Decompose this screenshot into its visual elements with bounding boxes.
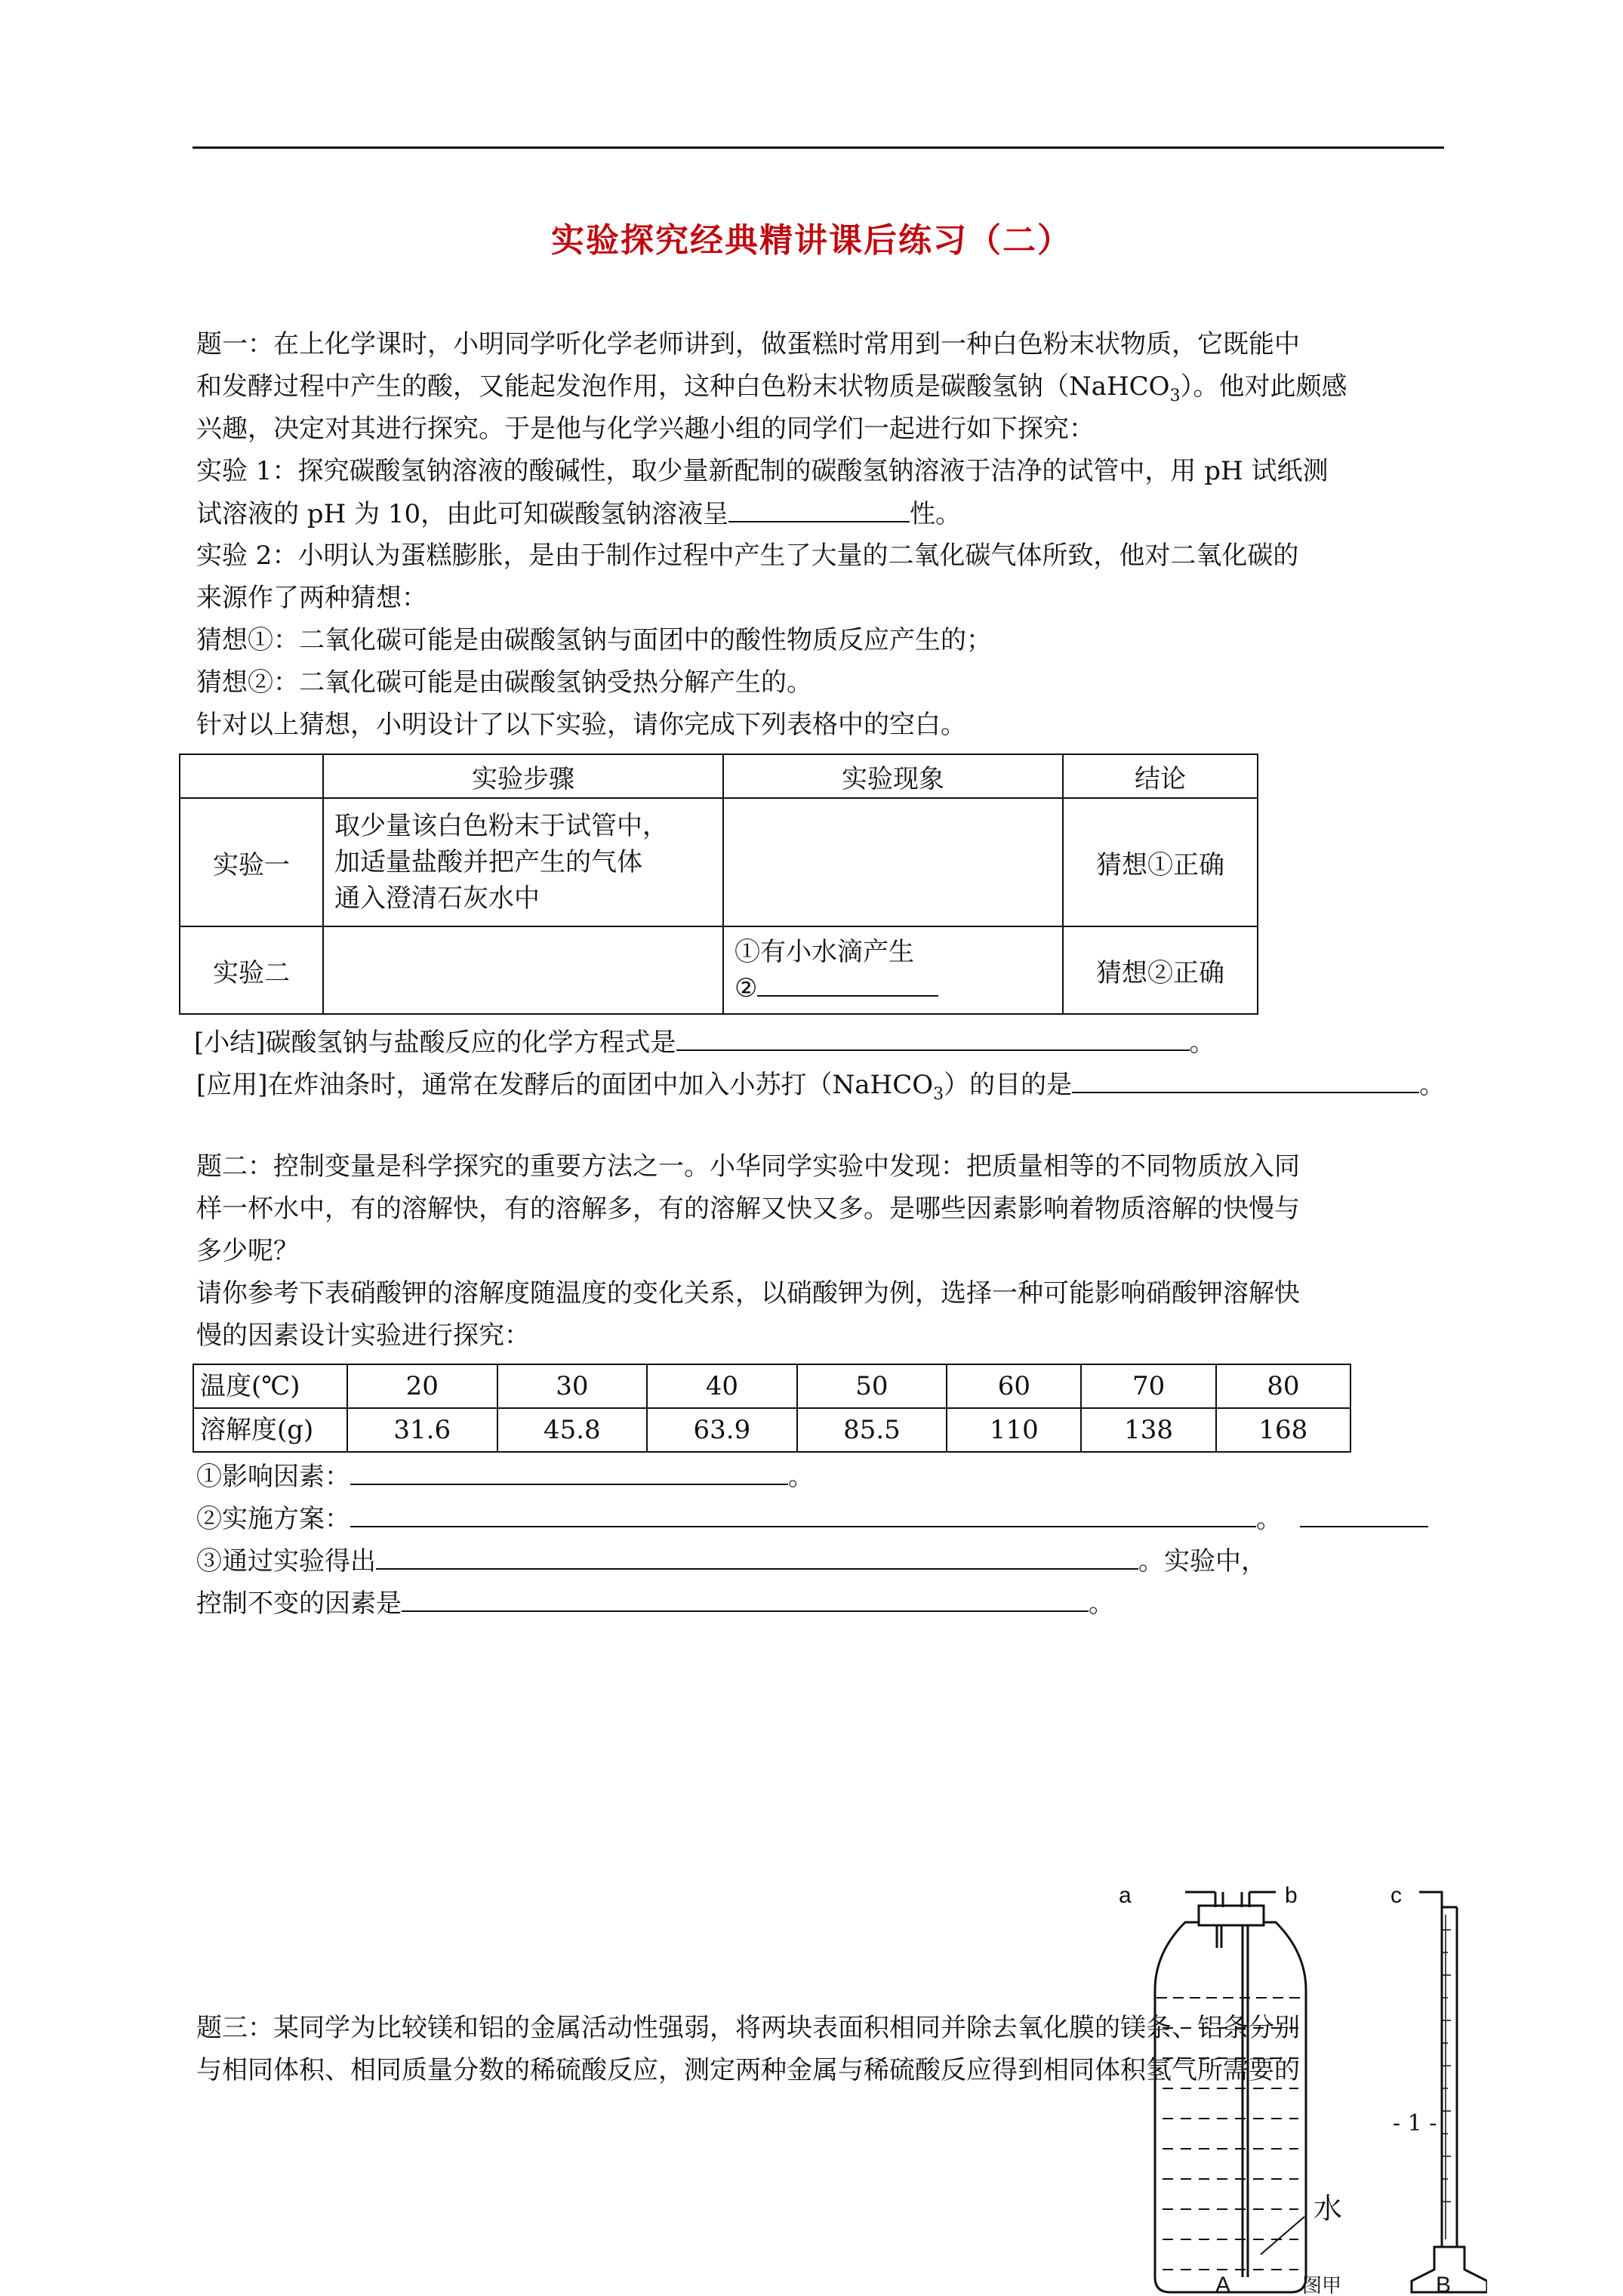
label-a: a bbox=[1119, 1885, 1132, 1908]
q1-line3: 兴趣，决定对其进行探究。于是他与化学兴趣小组的同学们一起进行如下探究： bbox=[196, 414, 1095, 444]
q3-line2: 与相同体积、相同质量分数的稀硫酸反应，测定两种金属与稀硫酸反应得到相同体积氢气所需要的 bbox=[196, 2055, 1300, 2085]
row1-steps: 取少量该白色粉末于试管中， 加适量盐酸并把产生的气体 通入澄清石灰水中 bbox=[323, 798, 723, 926]
q1-line2: 和发酵过程中产生的酸，又能起发泡作用，这种白色粉末状物质是碳酸氢钠（NaHCO$_3$）。他对此颇感 bbox=[196, 371, 1347, 405]
q2-line1: 题二：控制变量是科学探究的重要方法之一。小华同学实验中发现：把质量相等的不同物质放入同 bbox=[196, 1151, 1300, 1182]
cylinder-scale bbox=[1442, 1930, 1451, 2202]
solubility-cell: 110 bbox=[947, 1408, 1081, 1452]
q2-line3: 多少呢？ bbox=[196, 1236, 299, 1266]
answer-blank[interactable] bbox=[1300, 1503, 1428, 1527]
q2-item4: 控制不变的因素是 。 bbox=[196, 1589, 1114, 1619]
answer-blank[interactable] bbox=[676, 1027, 1190, 1051]
solubility-cell: 63.9 bbox=[647, 1408, 797, 1452]
solubility-cell: 45.8 bbox=[497, 1408, 648, 1452]
q3-line1: 题三：某同学为比较镁和铝的金属活动性强弱，将两块表面积相同并除去氧化膜的镁条、铝条分别 bbox=[196, 2013, 1300, 2043]
solubility-cell: 168 bbox=[1216, 1408, 1350, 1452]
label-water: 水 bbox=[1313, 2192, 1343, 2225]
table-header-conclusion: 结论 bbox=[1063, 754, 1258, 798]
label-A: A bbox=[1215, 2273, 1231, 2296]
row1-phenomenon-blank[interactable] bbox=[723, 798, 1063, 926]
label-figure: 图甲 bbox=[1302, 2275, 1342, 2296]
answer-blank[interactable] bbox=[728, 498, 910, 522]
row2-name: 实验二 bbox=[180, 926, 323, 1014]
q2-item2: ②实施方案： 。 bbox=[196, 1503, 1428, 1534]
q1-line4: 实验 1：探究碳酸氢钠溶液的酸碱性，取少量新配制的碳酸氢钠溶液于洁净的试管中，用 pH 试纸测 bbox=[196, 456, 1329, 486]
solubility-label: 溶解度(g) bbox=[193, 1408, 347, 1452]
temp-cell: 60 bbox=[947, 1364, 1081, 1408]
temp-cell: 80 bbox=[1216, 1364, 1350, 1408]
graduated-cylinder bbox=[1412, 1892, 1487, 2292]
label-c: c bbox=[1390, 1885, 1402, 1908]
table-header-phenomenon: 实验现象 bbox=[723, 754, 1063, 798]
row2-steps-blank[interactable] bbox=[323, 926, 723, 1014]
q2-item3: ③通过实验得出 。实验中， bbox=[196, 1546, 1267, 1576]
q1-line8: 猜想①：二氧化碳可能是由碳酸氢钠与面团中的酸性物质反应产生的； bbox=[196, 625, 992, 655]
page-title: 实验探究经典精讲课后练习（二） bbox=[551, 221, 1072, 260]
water-level bbox=[1156, 1998, 1304, 2270]
temp-label: 温度(℃) bbox=[193, 1364, 347, 1408]
gas-bottle bbox=[1155, 1892, 1306, 2292]
q2-line5: 慢的因素设计实验进行探究： bbox=[196, 1321, 530, 1351]
temp-cell: 30 bbox=[497, 1364, 648, 1408]
q1-summary: [小结]碳酸氢钠与盐酸反应的化学方程式是 。 bbox=[194, 1028, 1215, 1058]
answer-blank[interactable] bbox=[376, 1546, 1138, 1570]
solubility-cell: 31.6 bbox=[347, 1408, 497, 1452]
label-B: B bbox=[1436, 2273, 1452, 2296]
table-header-steps: 实验步骤 bbox=[323, 754, 723, 798]
label-b: b bbox=[1285, 1885, 1298, 1908]
header-rule bbox=[192, 146, 1444, 149]
row2-conclusion: 猜想②正确 bbox=[1063, 926, 1258, 1014]
q2-line4: 请你参考下表硝酸钾的溶解度随温度的变化关系，以硝酸钾为例，选择一种可能影响硝酸钾溶解快 bbox=[196, 1278, 1300, 1308]
row1-name: 实验一 bbox=[180, 798, 323, 926]
temp-cell: 70 bbox=[1081, 1364, 1215, 1408]
q1-line5: 试溶液的 pH 为 10，由此可知碳酸氢钠溶液呈 性。 bbox=[196, 499, 962, 529]
q2-line2: 样一杯水中，有的溶解快，有的溶解多，有的溶解又快又多。是哪些因素影响着物质溶解的快慢与 bbox=[196, 1194, 1300, 1224]
solubility-table bbox=[192, 1364, 1351, 1453]
temp-cell: 40 bbox=[647, 1364, 797, 1408]
q1-line9: 猜想②：二氧化碳可能是由碳酸氢钠受热分解产生的。 bbox=[196, 667, 812, 698]
q2-item1: ①影响因素： 。 bbox=[196, 1462, 814, 1492]
page-number: - 1 - bbox=[1393, 2110, 1437, 2137]
solubility-cell: 138 bbox=[1081, 1408, 1215, 1452]
apparatus-figure bbox=[1110, 1885, 1487, 2296]
q1-line6: 实验 2：小明认为蛋糕膨胀，是由于制作过程中产生了大量的二氧化碳气体所致，他对二氧化碳的 bbox=[196, 541, 1299, 571]
q1-line10: 针对以上猜想，小明设计了以下实验，请你完成下列表格中的空白。 bbox=[196, 710, 966, 740]
answer-blank[interactable] bbox=[757, 972, 938, 997]
answer-blank[interactable] bbox=[350, 1461, 788, 1485]
answer-blank[interactable] bbox=[402, 1588, 1089, 1612]
table-header-empty bbox=[180, 754, 323, 798]
q1-apply: [应用]在炸油条时，通常在发酵后的面团中加入小苏打（NaHCO$_3$）的目的是 。 bbox=[196, 1070, 1446, 1104]
experiment-table bbox=[179, 754, 1258, 1015]
q1-line1: 题一：在上化学课时，小明同学听化学老师讲到，做蛋糕时常用到一种白色粉末状物质，它既能中 bbox=[196, 329, 1300, 359]
answer-blank[interactable] bbox=[1072, 1069, 1419, 1093]
q1-line7: 来源作了两种猜想： bbox=[196, 583, 427, 613]
row1-conclusion: 猜想①正确 bbox=[1063, 798, 1258, 926]
solubility-cell: 85.5 bbox=[797, 1408, 947, 1452]
row2-phenomenon: ①有小水滴产生 ② bbox=[723, 926, 1063, 1014]
temp-cell: 20 bbox=[347, 1364, 497, 1408]
temp-cell: 50 bbox=[797, 1364, 947, 1408]
answer-blank[interactable] bbox=[350, 1503, 1256, 1527]
